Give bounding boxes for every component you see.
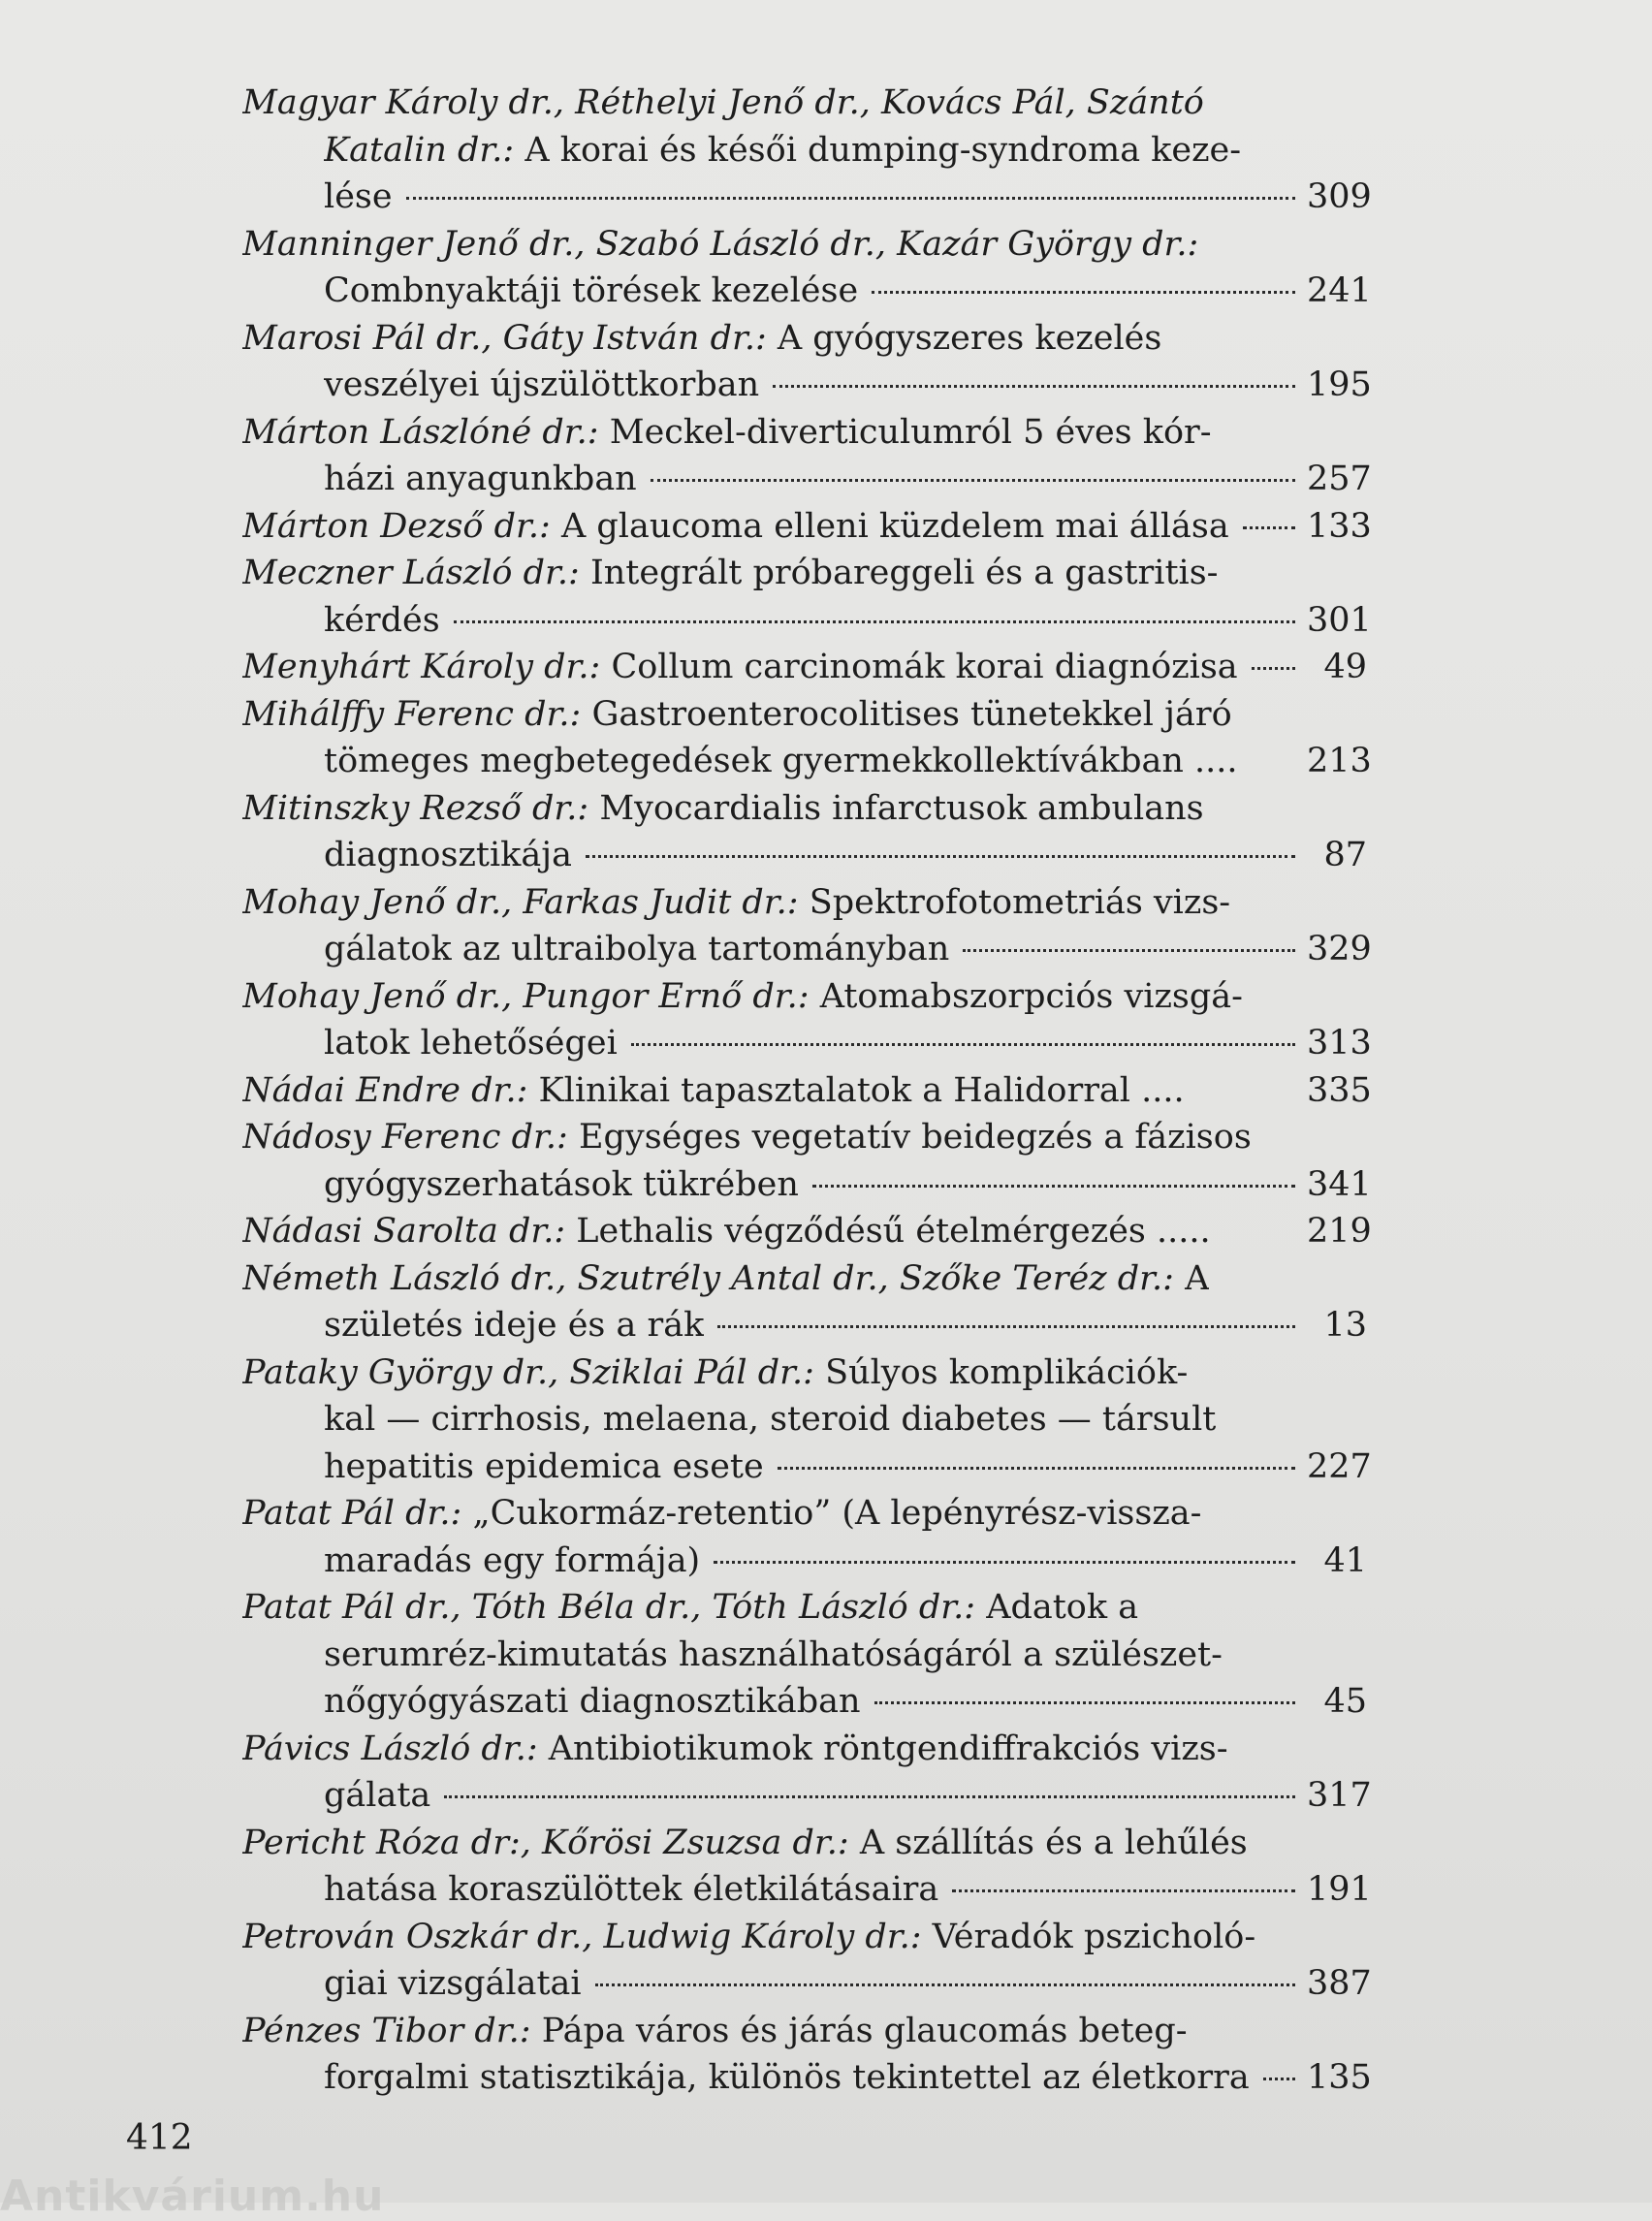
entry-text: [242, 221, 1198, 269]
index-entry: [242, 973, 1372, 1067]
entry-page-number: 195: [1307, 365, 1372, 404]
index-entry: [242, 1490, 1367, 1584]
entry-text: [324, 1161, 799, 1209]
entry-line: [242, 1020, 1372, 1067]
entry-page-number: 317: [1307, 1776, 1372, 1815]
entry-text: [242, 1349, 1188, 1397]
entry-text: [242, 1490, 1201, 1538]
entry-authors: Nádai Endre dr.:: [242, 1070, 528, 1110]
author-index-list: [242, 79, 1372, 2102]
index-entry: [242, 1114, 1372, 1208]
entry-text: [324, 268, 858, 315]
entry-title: születés ideje és a rák: [324, 1306, 705, 1345]
entry-page-number: 329: [1307, 930, 1372, 968]
entry-page-number: 45: [1323, 1682, 1367, 1721]
entry-title: Antibiotikumok röntgendiffrakciós vizs-: [537, 1729, 1228, 1768]
watermark: Antikvárium.hu: [0, 2172, 385, 2221]
index-entry: [242, 503, 1372, 551]
entry-line: [242, 2008, 1367, 2055]
index-entry: [242, 550, 1372, 644]
entry-text: [242, 2008, 1188, 2055]
entry-page-number: 257: [1307, 460, 1372, 498]
dot-leader: [714, 1561, 1295, 1564]
dot-leader: [963, 949, 1295, 952]
entry-line: [242, 1302, 1367, 1349]
entry-authors: Márton Dezső dr.:: [242, 506, 551, 546]
entry-page-number: 309: [1307, 177, 1372, 216]
entry-title: gyógyszerhatások tükrében: [324, 1164, 799, 1204]
index-entry: [242, 1820, 1372, 1914]
entry-text: [242, 1820, 1248, 1867]
entry-title: Adatok a: [975, 1588, 1139, 1627]
entry-title: A korai és késői dumping-syndroma keze-: [514, 130, 1242, 170]
dot-leader: [444, 1795, 1295, 1798]
entry-line: [242, 550, 1367, 597]
entry-line: [242, 362, 1372, 409]
entry-line: [242, 1584, 1367, 1632]
entry-text: [242, 409, 1212, 457]
entry-title: Spektrofotometriás vizs-: [798, 882, 1231, 922]
entry-page-number: 227: [1307, 1446, 1372, 1486]
entry-text: [242, 785, 1204, 833]
entry-title: kérdés: [324, 600, 440, 640]
index-entry: [242, 315, 1372, 409]
entry-line: [242, 1678, 1367, 1726]
entry-line: [242, 973, 1367, 1021]
entry-page-number: 49: [1323, 648, 1367, 686]
entry-title: Collum carcinomák korai diagnózisa: [600, 648, 1238, 686]
entry-title: tömeges megbetegedések gyermekkollektívákban ....: [324, 742, 1238, 780]
entry-text: [242, 1914, 1255, 1961]
entry-title: gálata: [324, 1776, 431, 1815]
index-entry: [242, 1255, 1367, 1349]
entry-title: házi anyagunkban: [324, 460, 637, 498]
dot-leader: [1252, 667, 1295, 670]
entry-title: giai vizsgálatai: [324, 1964, 582, 2003]
entry-authors: Petrován Oszkár dr., Ludwig Károly dr.:: [242, 1917, 922, 1956]
entry-title: Combnyaktáji törések kezelése: [324, 271, 859, 310]
entry-text: [324, 1020, 618, 1067]
entry-title: latok lehetőségei: [324, 1024, 618, 1063]
entry-authors: Katalin dr.:: [324, 130, 515, 170]
entry-text: [324, 362, 759, 409]
dot-leader: [631, 1043, 1295, 1046]
index-entry: [242, 79, 1372, 221]
entry-title: lése: [324, 177, 393, 216]
dot-leader: [717, 1325, 1295, 1328]
index-entry: [242, 1349, 1372, 1491]
entry-authors: Pénzes Tibor dr.:: [242, 2011, 531, 2050]
index-entry: [242, 691, 1372, 785]
entry-title: „Cukormáz-retentio” (A lepényrész-vissza-: [461, 1494, 1202, 1533]
entry-line: [242, 1772, 1372, 1820]
index-entry: [242, 1914, 1372, 2008]
entry-authors: Márton Lászlóné dr.:: [242, 412, 599, 452]
entry-title: A gyógyszeres kezelés: [766, 318, 1162, 358]
dot-leader: [872, 291, 1295, 294]
entry-line: [242, 691, 1367, 739]
entry-line: [242, 644, 1367, 691]
dot-leader: [952, 1889, 1295, 1892]
entry-line: [242, 1960, 1372, 2008]
dot-leader: [778, 1467, 1295, 1470]
entry-page-number: 13: [1323, 1306, 1367, 1345]
entry-line: [242, 268, 1372, 315]
entry-title: A glaucoma elleni küzdelem mai állása: [550, 506, 1229, 546]
entry-authors: Marosi Pál dr., Gáty István dr.:: [242, 318, 767, 358]
entry-text: [324, 738, 1238, 785]
dot-leader: [454, 620, 1295, 623]
entry-authors: Meczner László dr.:: [242, 554, 580, 592]
entry-line: [242, 1349, 1367, 1397]
entry-text: [242, 550, 1219, 597]
entry-title: Véradók pszicholó-: [921, 1917, 1256, 1956]
entry-page-number: 335: [1307, 1070, 1372, 1110]
entry-title: Atomabszorpciós vizsgá-: [809, 976, 1243, 1016]
entry-title: Lethalis végződésű ételmérgezés .....: [565, 1212, 1211, 1251]
entry-page-number: 133: [1307, 506, 1372, 546]
entry-title: Gastroenterocolitises tünetekkel járó: [581, 694, 1232, 734]
entry-text: [324, 1632, 1223, 1679]
entry-line: [242, 1866, 1372, 1914]
index-entry: [242, 785, 1367, 879]
entry-authors: Mihálffy Ferenc dr.:: [242, 694, 582, 734]
entry-title: veszélyei újszülöttkorban: [324, 365, 760, 404]
entry-line: [242, 1632, 1367, 1679]
entry-line: [242, 503, 1372, 551]
entry-line: [242, 879, 1367, 927]
page-number: 412: [126, 2118, 193, 2158]
entry-authors: Pataky György dr., Sziklai Pál dr.:: [242, 1352, 814, 1392]
entry-title: Integrált próbareggeli és a gastritis-: [579, 554, 1219, 592]
index-entry: [242, 1208, 1372, 1255]
entry-authors: Mitinszky Rezső dr.:: [242, 788, 589, 828]
entry-line: [242, 456, 1372, 503]
entry-line: [242, 1208, 1372, 1255]
entry-line: [242, 1396, 1367, 1444]
entry-line: [242, 785, 1367, 833]
entry-line: [242, 1820, 1367, 1867]
entry-authors: Mohay Jenő dr., Pungor Ernő dr.:: [242, 976, 810, 1016]
entry-title: Meckel-diverticulumról 5 éves kór-: [598, 412, 1212, 452]
entry-text: [242, 644, 1238, 691]
entry-authors: Manninger Jenő dr., Szabó László dr., Kazár György dr.:: [242, 224, 1199, 264]
entry-title: diagnosztikája: [324, 836, 572, 874]
entry-line: [242, 1538, 1367, 1585]
entry-text: [242, 691, 1232, 739]
entry-title: Pápa város és járás glaucomás beteg-: [530, 2011, 1188, 2050]
entry-title: Egységes vegetatív beidegzés a fázisos: [567, 1118, 1252, 1157]
entry-text: [324, 174, 393, 221]
entry-text: [242, 1114, 1252, 1161]
entry-text: [324, 1866, 938, 1914]
entry-title: maradás egy formája): [324, 1540, 701, 1580]
entry-line: [242, 832, 1367, 879]
entry-text: [324, 832, 572, 879]
dot-leader: [773, 385, 1295, 388]
index-entry: [242, 221, 1372, 315]
entry-text: [324, 1960, 582, 2008]
entry-title: gálatok az ultraibolya tartományban: [324, 930, 950, 968]
index-entry: [242, 879, 1372, 973]
index-entry: [242, 644, 1367, 691]
index-entry: [242, 2008, 1372, 2102]
entry-page-number: 241: [1307, 271, 1372, 310]
entry-text: [324, 2054, 1250, 2102]
dot-leader: [812, 1185, 1295, 1188]
entry-text: [324, 1538, 700, 1585]
entry-text: [242, 1208, 1211, 1255]
entry-page-number: 341: [1307, 1164, 1372, 1204]
entry-authors: Patat Pál dr., Tóth Béla dr., Tóth László dr.:: [242, 1588, 976, 1627]
entry-page-number: 135: [1307, 2058, 1372, 2097]
entry-title: Klinikai tapasztalatok a Halidorral ....: [527, 1070, 1185, 1110]
entry-line: [242, 597, 1372, 645]
entry-line: [242, 1067, 1372, 1115]
dot-leader: [586, 855, 1295, 858]
index-entry: [242, 409, 1372, 503]
entry-title: Súlyos komplikációk-: [813, 1352, 1189, 1392]
entry-line: [242, 2054, 1372, 2102]
entry-page-number: 213: [1307, 742, 1372, 780]
entry-page-number: 313: [1307, 1024, 1372, 1063]
entry-text: [242, 1255, 1209, 1303]
entry-line: [242, 1726, 1367, 1773]
entry-text: [242, 973, 1243, 1021]
entry-line: [242, 1914, 1367, 1961]
entry-authors: Nádasi Sarolta dr.:: [242, 1212, 566, 1251]
entry-line: [242, 315, 1367, 363]
entry-title: A szállítás és a lehűlés: [848, 1823, 1248, 1862]
entry-text: [324, 127, 1241, 175]
entry-text: [242, 1584, 1138, 1632]
index-entry: [242, 1584, 1367, 1726]
entry-text: [242, 1726, 1228, 1773]
entry-authors: Menyhárt Károly dr.:: [242, 648, 601, 686]
entry-text: [324, 456, 637, 503]
entry-page-number: 219: [1307, 1212, 1372, 1251]
entry-title: A: [1173, 1258, 1210, 1298]
entry-line: [242, 409, 1367, 457]
entry-line: [242, 1490, 1367, 1538]
entry-authors: Pericht Róza dr:, Kőrösi Zsuzsa dr.:: [242, 1823, 849, 1862]
entry-title: kal — cirrhosis, melaena, steroid diabetes — társult: [324, 1400, 1217, 1439]
entry-line: [242, 1444, 1372, 1491]
entry-title: Myocardialis infarctusok ambulans: [588, 788, 1204, 828]
entry-text: [242, 79, 1204, 127]
entry-text: [324, 1302, 704, 1349]
dot-leader: [406, 197, 1295, 200]
entry-line: [242, 1255, 1367, 1303]
entry-text: [324, 1772, 430, 1820]
entry-text: [324, 1396, 1216, 1444]
entry-title: nőgyógyászati diagnosztikában: [324, 1682, 861, 1721]
index-entry: [242, 1726, 1372, 1820]
entry-text: [242, 503, 1229, 551]
entry-text: [324, 926, 949, 973]
dot-leader: [595, 1983, 1295, 1986]
dot-leader: [651, 479, 1295, 482]
entry-title: hepatitis epidemica esete: [324, 1446, 764, 1486]
entry-authors: Németh László dr., Szutrély Antal dr., Szőke Teréz dr.:: [242, 1258, 1174, 1298]
entry-authors: Magyar Károly dr., Réthelyi Jenő dr., Kovács Pál, Szántó: [242, 83, 1204, 122]
dot-leader: [1243, 526, 1295, 529]
entry-page-number: 387: [1307, 1964, 1372, 2003]
entry-page-number: 191: [1307, 1870, 1372, 1909]
entry-page-number: 301: [1307, 600, 1372, 640]
entry-text: [324, 1678, 861, 1726]
entry-text: [242, 879, 1230, 927]
entry-page-number: 87: [1323, 836, 1367, 874]
entry-line: [242, 1114, 1367, 1161]
entry-line: [242, 221, 1367, 269]
entry-text: [324, 597, 440, 645]
entry-line: [242, 738, 1372, 785]
dot-leader: [874, 1701, 1295, 1704]
entry-authors: Pávics László dr.:: [242, 1729, 538, 1768]
entry-authors: Patat Pál dr.:: [242, 1494, 462, 1533]
entry-line: [242, 1161, 1372, 1209]
entry-line: [242, 174, 1372, 221]
dot-leader: [1263, 2078, 1295, 2080]
entry-title: hatása koraszülöttek életkilátásaira: [324, 1870, 939, 1909]
entry-text: [242, 315, 1161, 363]
entry-authors: Nádosy Ferenc dr.:: [242, 1118, 568, 1157]
entry-authors: Mohay Jenő dr., Farkas Judit dr.:: [242, 882, 799, 922]
entry-title: serumréz-kimutatás használhatóságáról a szülészet-: [324, 1634, 1223, 1674]
entry-page-number: 41: [1323, 1540, 1367, 1580]
entry-line: [242, 79, 1367, 127]
index-entry: [242, 1067, 1372, 1115]
entry-line: [242, 127, 1367, 175]
entry-title: forgalmi statisztikája, különös tekintettel az életkorra: [324, 2058, 1250, 2097]
entry-line: [242, 926, 1372, 973]
entry-text: [242, 1067, 1185, 1115]
entry-text: [324, 1444, 764, 1491]
